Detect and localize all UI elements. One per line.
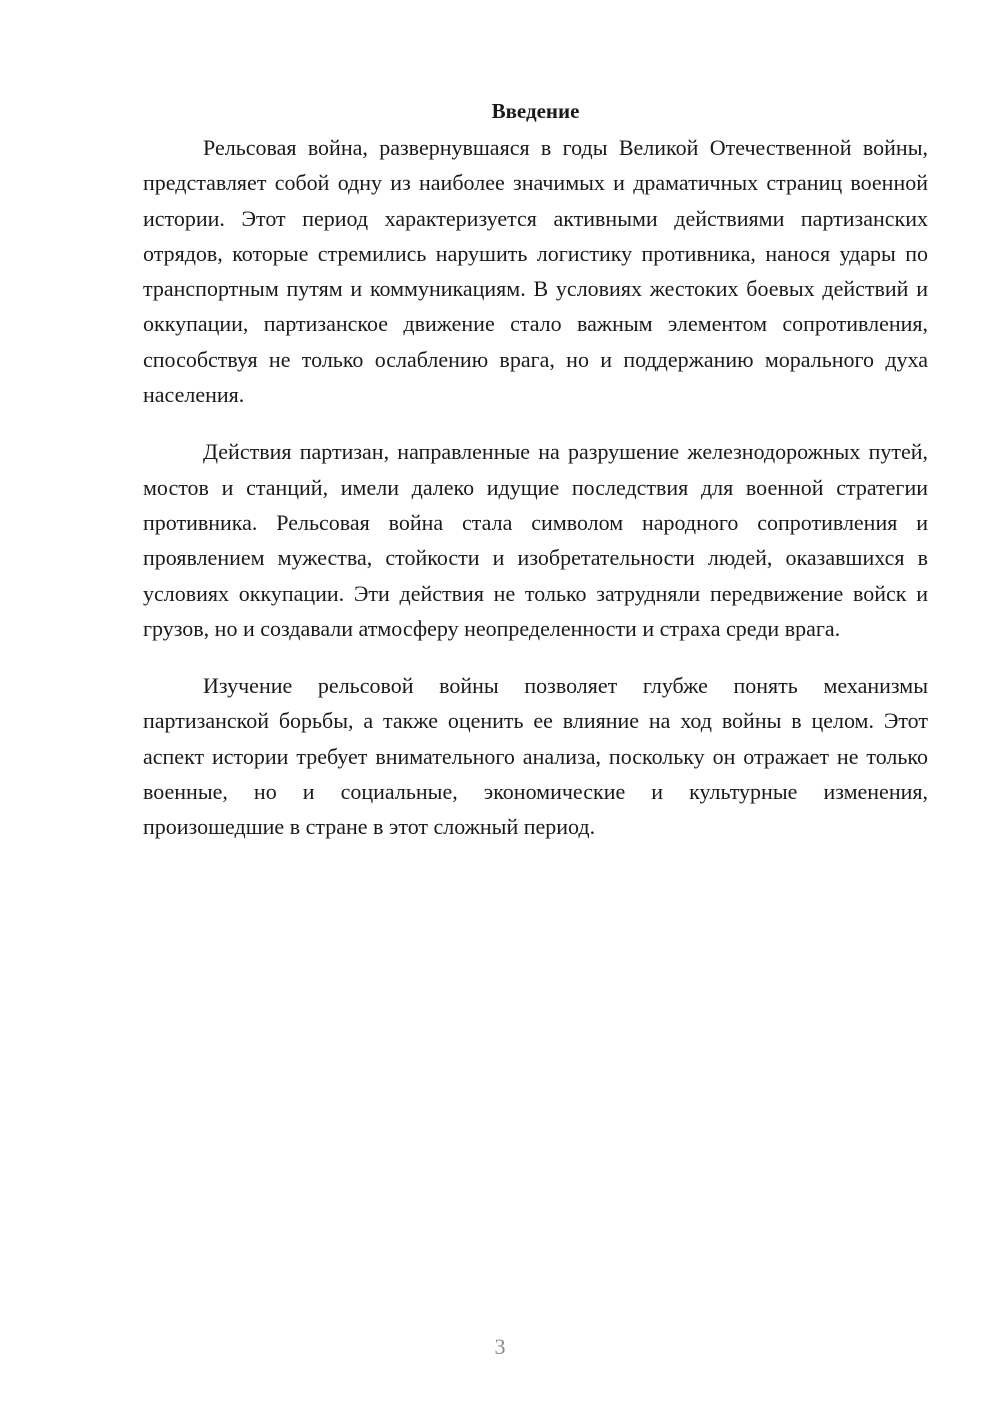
paragraph-3: Изучение рельсовой войны позволяет глубже понять механизмы партизанской борьбы, а также оценить ее влияние на ход войны в целом. Этот аспект истории требует внимательного анализа, поскольку он отражает не только военные, но и социальные, экономические и культурные изменения, произошедшие в стране в этот сложный период. [143, 673, 928, 840]
page-number: 3 [494, 1334, 506, 1359]
paragraph-2: Действия партизан, направленные на разрушение железнодорожных путей, мостов и станций, имели далеко идущие последствия для военной стратегии противника. Рельсовая война стала символом народного сопротивления и проявлением мужества, стойкости и изобретательности людей, оказавшихся в условиях оккупации. Эти действия не только затрудняли передвижение войск и грузов, но и создавали атмосферу неопределенности и страха среди врага. [143, 439, 928, 641]
page-content [143, 96, 928, 867]
section-title: Введение [491, 99, 580, 123]
paragraph-1: Рельсовая война, развернувшаяся в годы Великой Отечественной войны, представляет собой одну из наиболее значимых и драматичных страниц военной истории. Этот период характеризуется активными действиями партизанских отрядов, которые стремились нарушить логистику противника, нанося удары по транспортным путям и коммуникациям. В условиях жестоких боевых действий и оккупации, партизанское движение стало важным элементом сопротивления, способствуя не только ослаблению врага, но и поддержанию морального духа населения. [143, 135, 928, 408]
